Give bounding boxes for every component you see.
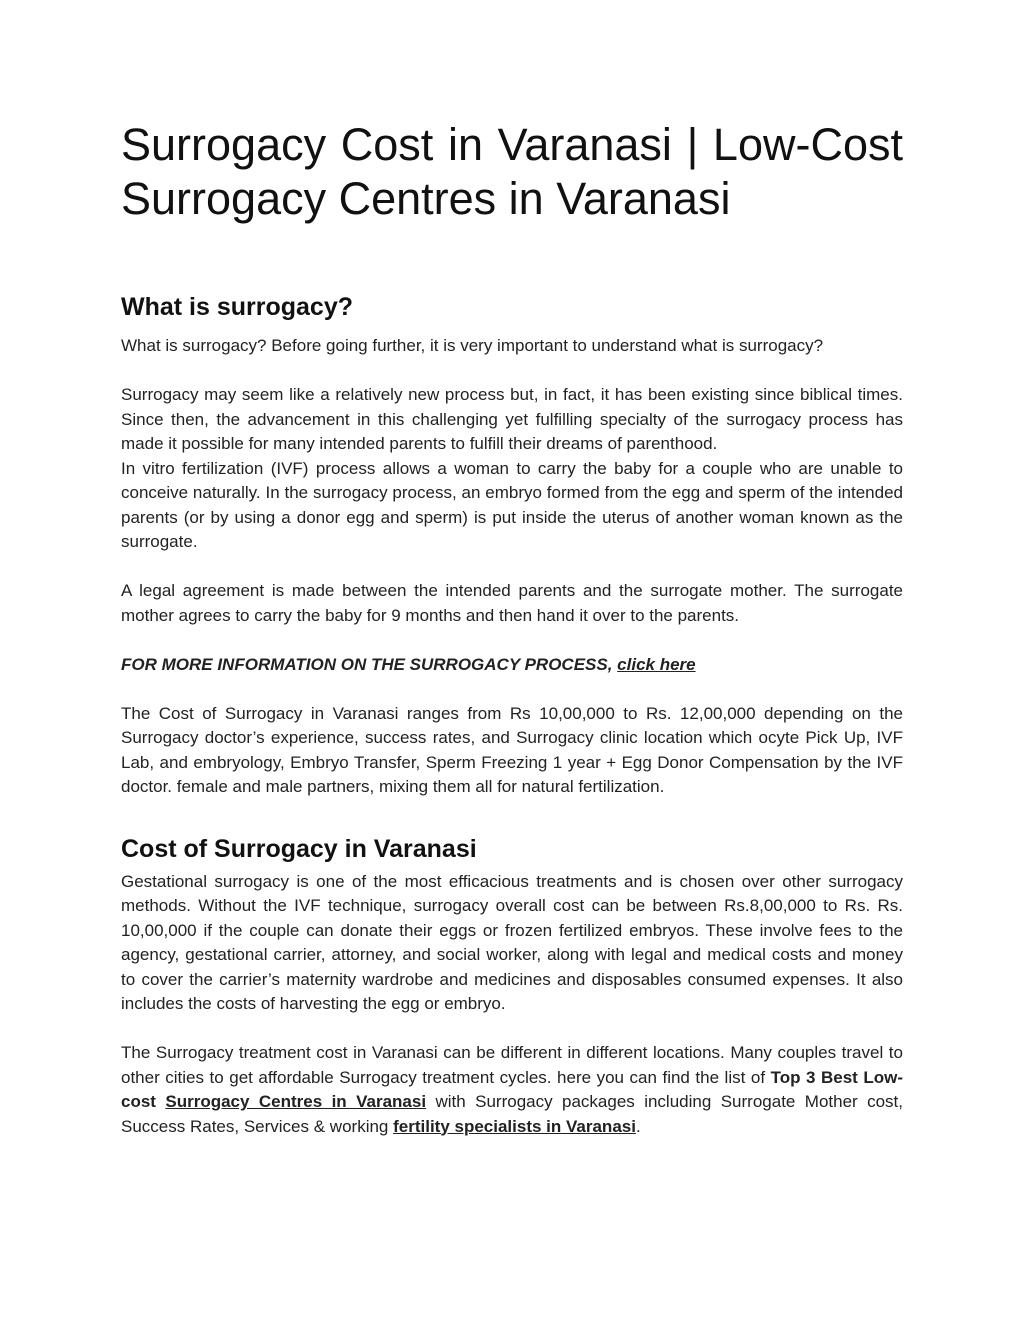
section-heading-cost-of-surrogacy: Cost of Surrogacy in Varanasi bbox=[121, 834, 477, 863]
paragraph-history: Surrogacy may seem like a relatively new process but, in fact, it has been existing since biblical times. Since then, the advancement in this challenging yet fulfilling specialty of the surrogacy process has made it possible for many intended parents to fulfill their dreams of parenthood. bbox=[121, 385, 903, 453]
section-heading-what-is-surrogacy: What is surrogacy? bbox=[121, 293, 353, 321]
treatment-cost-text-start: The Surrogacy treatment cost in Varanasi can be different in different locations. Many couples travel to other cities to get affordable Surrogacy treatment cycles. here you can find the list of bbox=[121, 1043, 903, 1087]
paragraph-treatment-cost bbox=[121, 1041, 903, 1139]
paragraph-legal-agreement: A legal agreement is made between the intended parents and the surrogate mother. The surrogate mother agrees to carry the baby for 9 months and then hand it over to the parents. bbox=[121, 581, 903, 625]
more-info-text: FOR MORE INFORMATION ON THE SURROGACY PROCESS, bbox=[121, 654, 618, 674]
page-title: Surrogacy Cost in Varanasi | Low-Cost Surrogacy Centres in Varanasi bbox=[121, 119, 903, 224]
more-info-line bbox=[121, 653, 903, 678]
document-page bbox=[121, 118, 903, 1139]
surrogacy-centres-link[interactable]: Surrogacy Centres in Varanasi bbox=[165, 1092, 427, 1111]
click-here-link[interactable]: click here bbox=[617, 654, 696, 674]
top-3-bold-text: Top 3 Best Low-cost bbox=[121, 1067, 904, 1111]
intro-paragraph: What is surrogacy? Before going further, it is very important to understand what is surrogacy? bbox=[121, 336, 824, 355]
treatment-cost-text-end: . bbox=[635, 1116, 641, 1136]
paragraph-cost-range: The Cost of Surrogacy in Varanasi ranges from Rs 10,00,000 to Rs. 12,00,000 depending on the Surrogacy doctor’s experience, success rates, and Surrogacy clinic location which ocyte Pick Up, IVF Lab, and embryology, Embryo Transfer, Sperm Freezing 1 year + Egg Donor Compensation by the IVF doctor. female and male partners, mixing them all for natural fertilization. bbox=[121, 703, 903, 796]
treatment-cost-text-mid: with Surrogacy packages including Surrogate Mother cost, Success Rates, Services & working bbox=[121, 1092, 904, 1136]
fertility-specialists-link[interactable]: fertility specialists in Varanasi bbox=[393, 1116, 636, 1136]
paragraph-ivf: In vitro fertilization (IVF) process allows a woman to carry the baby for a couple who are unable to conceive naturally. In the surrogacy process, an embryo formed from the egg and sperm of the intended parents (or by using a donor egg and sperm) is put inside the uterus of another woman known as the surrogate. bbox=[121, 458, 903, 551]
paragraph-gestational-surrogacy: Gestational surrogacy is one of the most efficacious treatments and is chosen over other surrogacy methods. Without the IVF technique, surrogacy overall cost can be between Rs.8,00,000 to Rs. Rs. 10,00,000 if the couple can donate their eggs or frozen fertilized embryos. These involve fees to the agency, gestational carrier, attorney, and social worker, along with legal and medical costs and money to cover the carrier’s maternity wardrobe and medicines and disposables consumed expenses. It also includes the costs of harvesting the egg or embryo. bbox=[121, 871, 903, 1013]
